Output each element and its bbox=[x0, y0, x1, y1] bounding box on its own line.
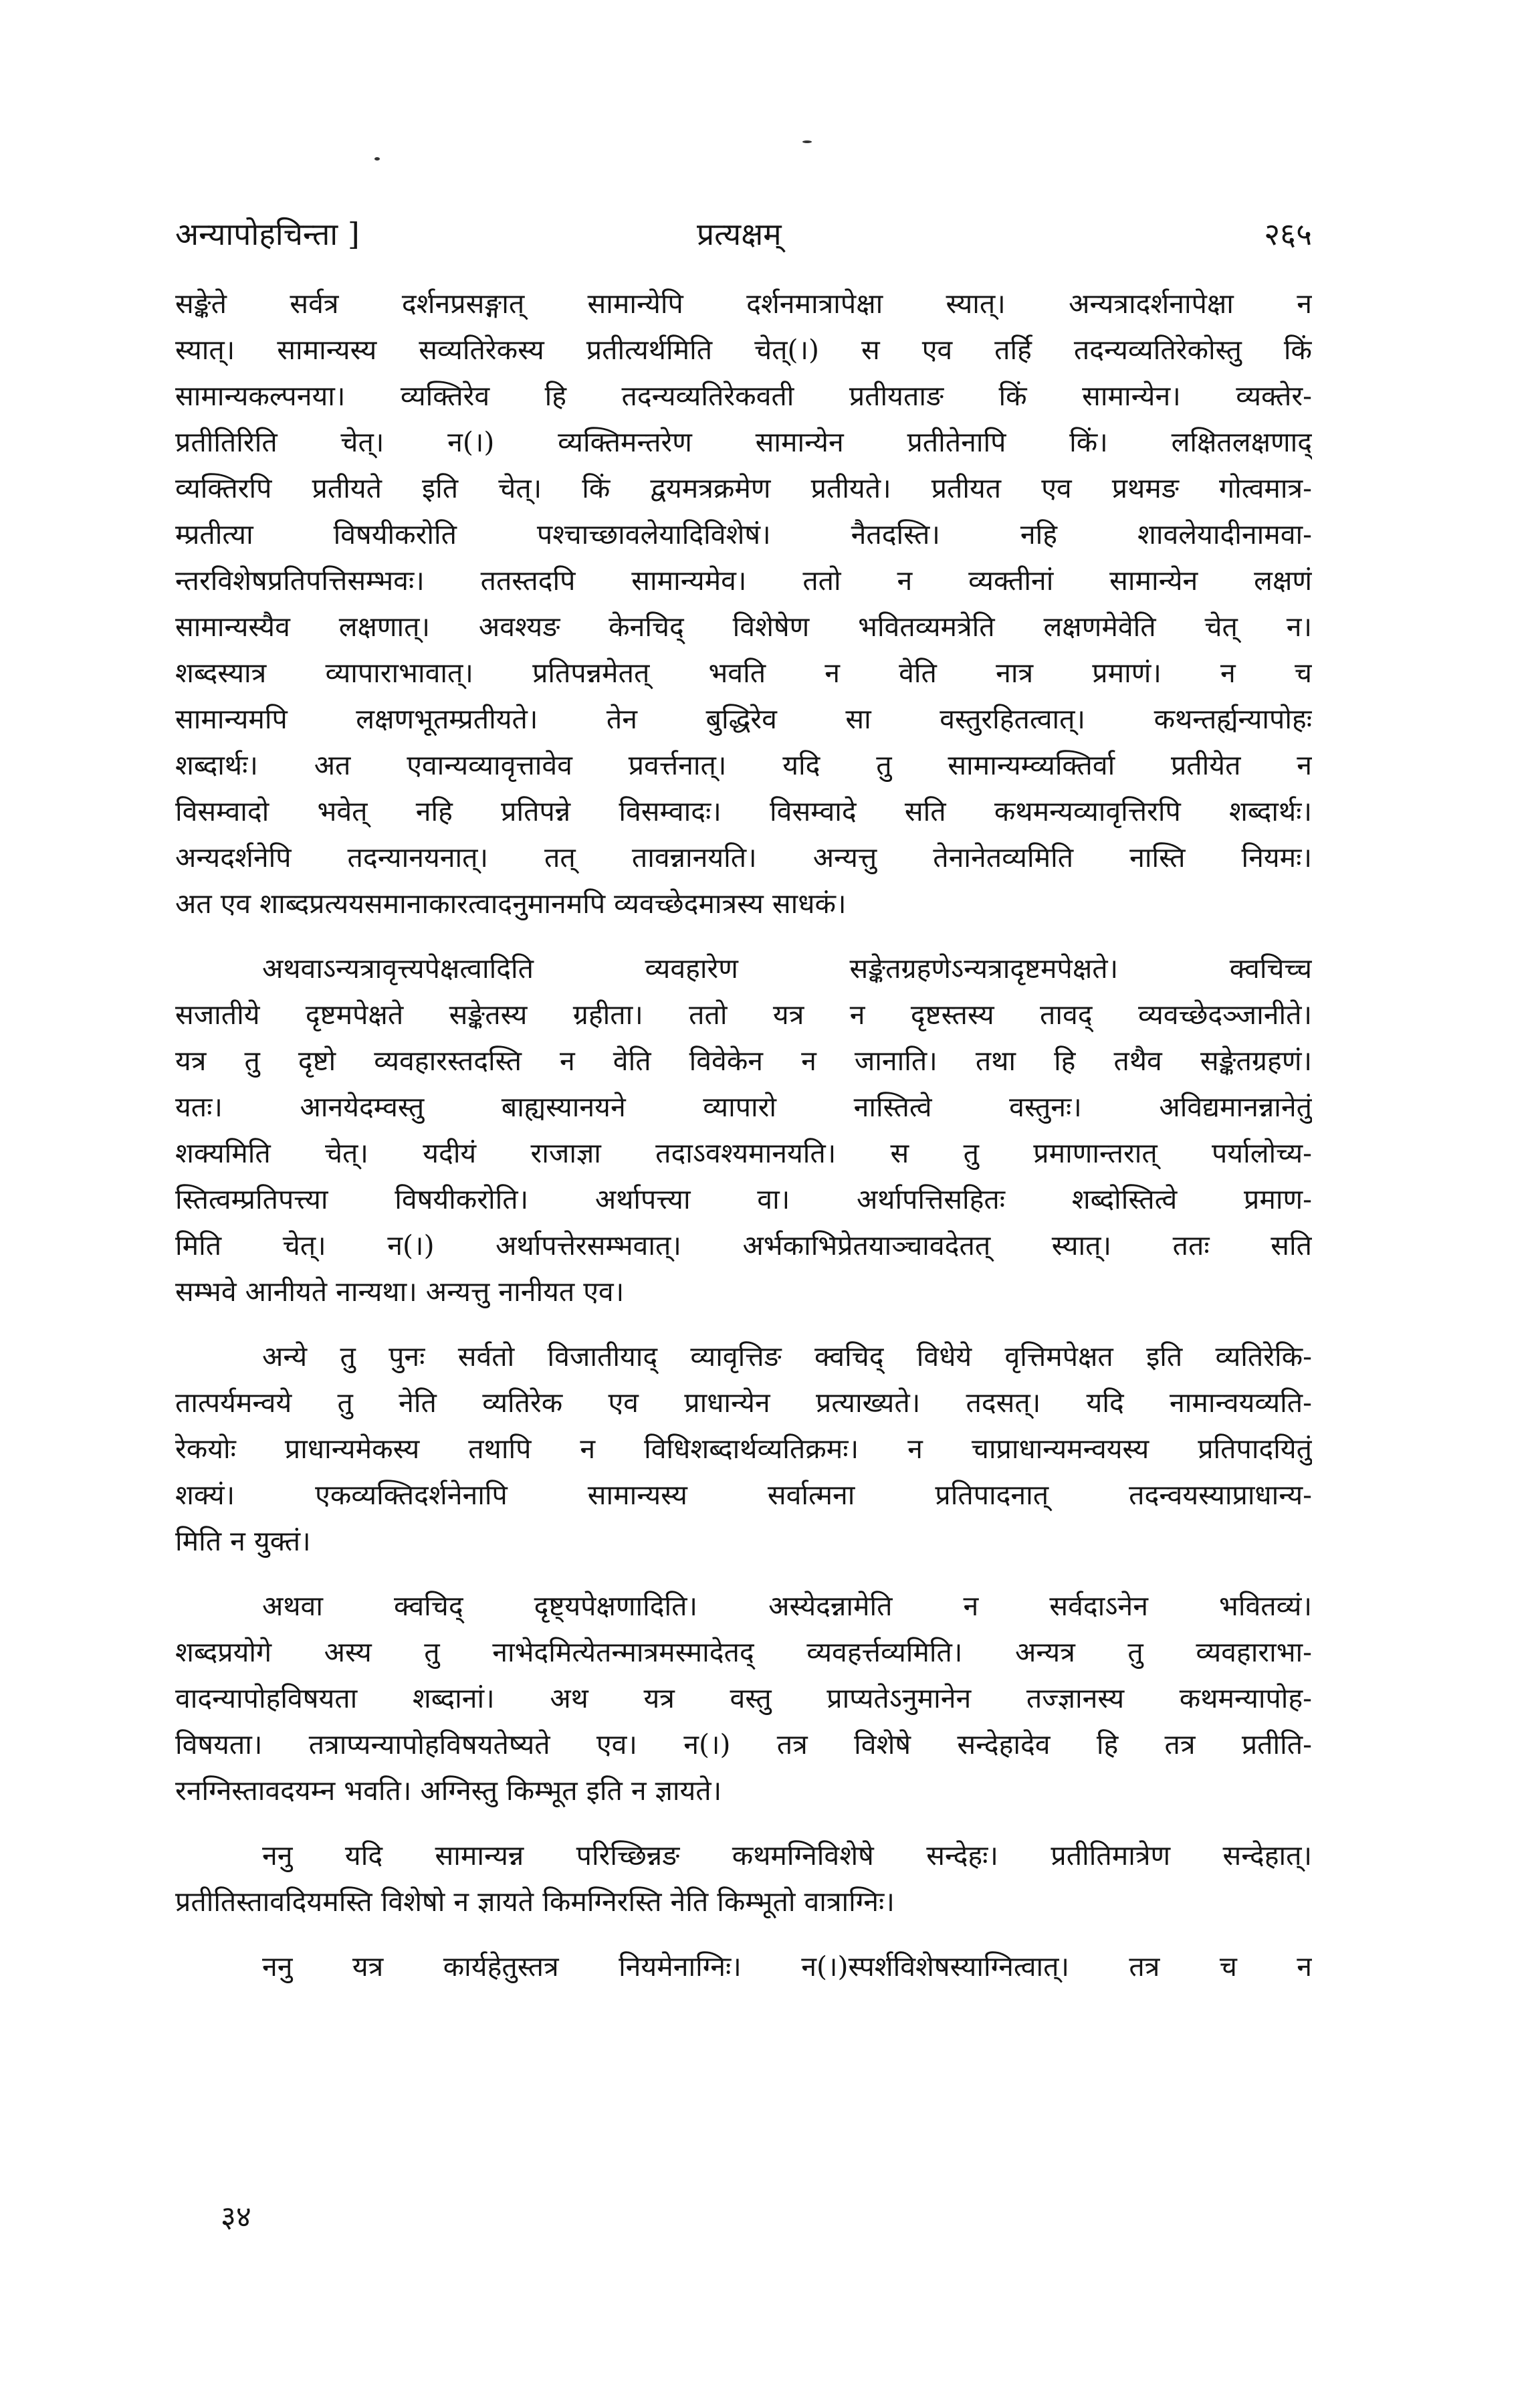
text-line: वादन्यापोहविषयता शब्दानां। अथ यत्र वस्तु प्राप्यतेऽनुमानेन तज्ज्ञानस्य कथमन्यापोह- bbox=[175, 1682, 1312, 1714]
page-number-top: २६५ bbox=[1264, 216, 1312, 252]
text-line: स्यात्। सामान्यस्य सव्यतिरेकस्य प्रतीत्यर्थमिति चेत्(।) स एव तर्हि तदन्यव्यतिरेकोस्तु किं bbox=[175, 334, 1312, 366]
text-line: अन्ये तु पुनः सर्वतो विजातीयाद् व्यावृत्तिङ क्वचिद् विधेये वृत्तिमपेक्षत इति व्यतिरेकि- bbox=[262, 1340, 1312, 1373]
text-line: ननु यत्र कार्यहेतुस्तत्र नियमेनाग्निः। न(।)स्पर्शविशेषस्याग्नित्वात्। तत्र च न bbox=[262, 1950, 1312, 1983]
text-line: व्यक्तिरपि प्रतीयते इति चेत्। किं द्वयमत्रक्रमेण प्रतीयते। प्रतीयत एव प्रथमङ गोत्वमात्र- bbox=[175, 472, 1312, 504]
text-line: रेकयोः प्राधान्यमेकस्य तथापि न विधिशब्दार्थव्यतिक्रमः। न चाप्राधान्यमन्वयस्य प्रतिपादयितुं bbox=[175, 1433, 1312, 1465]
paragraph bbox=[175, 1334, 1312, 1565]
text-line: अत एव शाब्दप्रत्ययसमानाकारत्वादनुमानमपि व्यवच्छेदमात्रस्य साधकं। bbox=[175, 888, 847, 920]
scan-speck bbox=[374, 157, 380, 161]
text-line: प्रतीतिरिति चेत्। न(।) व्यक्तिमन्तरेण सामान्येन प्रतीतेनापि किं। लक्षितलक्षणाद् bbox=[175, 426, 1312, 458]
text-line: शक्यं। एकव्यक्तिदर्शनेनापि सामान्यस्य सर्वात्मना प्रतिपादनात् तदन्वयस्याप्राधान्य- bbox=[175, 1479, 1312, 1511]
text-line: विषयता। तत्राप्यन्यापोहविषयतेष्यते एव। न(।) तत्र विशेषे सन्देहादेव हि तत्र प्रतीति- bbox=[175, 1728, 1312, 1761]
text-line: विसम्वादो भवेत् नहि प्रतिपन्ने विसम्वादः। विसम्वादे सति कथमन्यव्यावृत्तिरपि शब्दार्थः। bbox=[175, 795, 1312, 827]
text-line: न्तरविशेषप्रतिपत्तिसम्भवः। ततस्तदपि सामान्यमेव। ततो न व्यक्तीनां सामान्येन लक्षणं bbox=[175, 565, 1312, 597]
paragraph bbox=[175, 1583, 1312, 1814]
text-line: मिति चेत्। न(।) अर्थापत्तेरसम्भवात्। अर्भकाभिप्रेतयाञ्चावदेतत् स्यात्। ततः सति bbox=[175, 1229, 1312, 1262]
text-line: अथवा क्वचिद् दृष्ट्यपेक्षणादिति। अस्येदन्नामेति न सर्वदाऽनेन भवितव्यं। bbox=[262, 1590, 1312, 1622]
text-line: म्प्रतीत्या विषयीकरोति पश्चाच्छावलेयादिविशेषं। नैतदस्ति। नहि शावलेयादीनामवा- bbox=[175, 518, 1312, 550]
text-line: मिति न युक्तं। bbox=[175, 1525, 311, 1557]
text-line: प्रतीतिस्तावदियमस्ति विशेषो न ज्ञायते किमग्निरस्ति नेति किम्भूतो वात्राग्निः। bbox=[175, 1886, 895, 1918]
paragraph bbox=[175, 1944, 1312, 1990]
text-line: सामान्यस्यैव लक्षणात्। अवश्यङ केनचिद् विशेषेण भवितव्यमत्रेति लक्षणमेवेति चेत् न। bbox=[175, 611, 1312, 643]
text-line: सामान्यकल्पनया। व्यक्तिरेव हि तदन्यव्यतिरेकवती प्रतीयताङ किं सामान्येन। व्यक्तेर- bbox=[175, 380, 1312, 412]
running-head-section: अन्यापोहचिन्ता ] bbox=[175, 216, 360, 252]
text-line: रनग्निस्तावदयम्न भवति। अग्निस्तु किम्भूत इति न ज्ञायते। bbox=[175, 1775, 722, 1807]
text-line: अथवाऽन्यत्रावृत्त्यपेक्षत्वादिति व्यवहारेण सङ्केतग्रहणेऽन्यत्रादृष्टमपेक्षते। क्वचिच्च bbox=[262, 952, 1312, 985]
signature-mark: ३४ bbox=[221, 2200, 251, 2234]
text-line: तात्पर्यमन्वये तु नेति व्यतिरेक एव प्राधान्येन प्रत्याख्यते। तदसत्। यदि नामान्वयव्यति- bbox=[175, 1387, 1312, 1419]
text-line: ननु यदि सामान्यन्न परिच्छिन्नङ कथमग्निविशेषे सन्देहः। प्रतीतिमात्रेण सन्देहात्। bbox=[262, 1839, 1312, 1872]
text-line: अन्यदर्शनेपि तदन्यानयनात्। तत् तावन्नानयति। अन्यत्तु तेनानेतव्यमिति नास्ति नियमः। bbox=[175, 841, 1312, 874]
text-line: शक्यमिति चेत्। यदीयं राजाज्ञा तदाऽवश्यमानयति। स तु प्रमाणान्तरात् पर्यालोच्य- bbox=[175, 1137, 1312, 1169]
page-body bbox=[175, 281, 1312, 1990]
text-line: सजातीये दृष्टमपेक्षते सङ्केतस्य ग्रहीता। ततो यत्र न दृष्टस्तस्य तावद् व्यवच्छेदञ्जानीते। bbox=[175, 999, 1312, 1031]
text-line: शब्दस्यात्र व्यापाराभावात्। प्रतिपन्नमेतत् भवति न वेति नात्र प्रमाणं। न च bbox=[175, 657, 1312, 689]
paragraph bbox=[175, 1833, 1312, 1925]
text-line: शब्दार्थः। अत एवान्यव्यावृत्तावेव प्रवर्त्तनात्। यदि तु सामान्यम्व्यक्तिर्वा प्रतीयेत न bbox=[175, 749, 1312, 781]
running-head bbox=[175, 213, 1312, 260]
text-line: सङ्केते सर्वत्र दर्शनप्रसङ्गात् सामान्येपि दर्शनमात्रापेक्षा स्यात्। अन्यत्रादर्शनापेक्षा न bbox=[175, 288, 1312, 320]
scan-speck bbox=[802, 140, 812, 143]
paragraph bbox=[175, 946, 1312, 1315]
text-line: सम्भवे आनीयते नान्यथा। अन्यत्तु नानीयत एव। bbox=[175, 1276, 625, 1308]
text-line: यत्र तु दृष्टो व्यवहारस्तदस्ति न वेति विवेकेन न जानाति। तथा हि तथैव सङ्केतग्रहणं। bbox=[175, 1045, 1312, 1077]
text-line: यतः। आनयेदम्वस्तु बाह्यस्यानयने व्यापारो नास्तित्वे वस्तुनः। अविद्यमानन्नानेतुं bbox=[175, 1091, 1312, 1123]
text-line: शब्दप्रयोगे अस्य तु नाभेदमित्येतन्मात्रमस्मादेतद् व्यवहर्त्तव्यमिति। अन्यत्र तु व्यवहाराभा- bbox=[175, 1636, 1312, 1668]
paragraph bbox=[175, 281, 1312, 927]
text-line: स्तित्वम्प्रतिपत्त्या विषयीकरोति। अर्थापत्त्या वा। अर्थापत्तिसहितः शब्दोस्तित्वे प्रमाण- bbox=[175, 1183, 1312, 1215]
text-line: सामान्यमपि लक्षणभूतम्प्रतीयते। तेन बुद्धिरेव सा वस्तुरहितत्वात्। कथन्तर्ह्यन्यापोहः bbox=[175, 703, 1312, 735]
running-head-chapter: प्रत्यक्षम् bbox=[697, 216, 782, 252]
